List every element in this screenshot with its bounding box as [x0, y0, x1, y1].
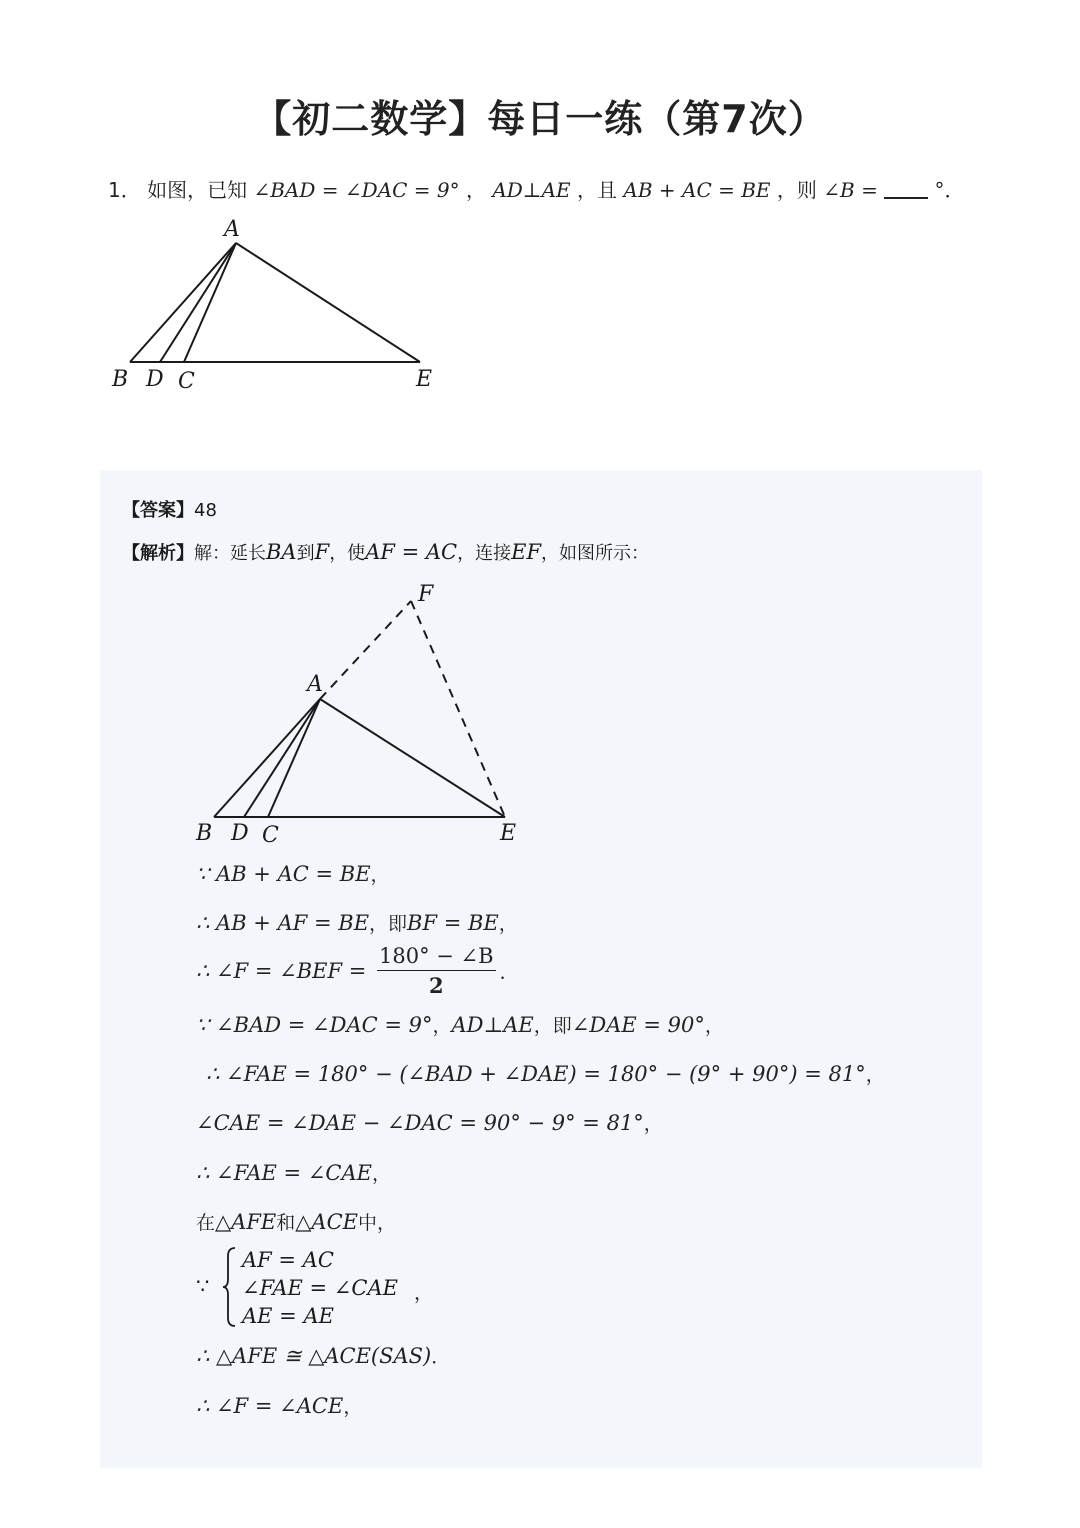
figure-2-construction [180, 574, 540, 854]
point-label-b: B [196, 821, 213, 846]
point-label-d: D [146, 367, 164, 392]
analysis-line: 【解析】解：延长BA到F，使AF = AC，连接EF，如图所示： [122, 540, 650, 564]
point-label-d: D [231, 821, 249, 846]
answer-value: 48 [194, 500, 217, 521]
segment-ad [244, 699, 320, 817]
step-7: ∴ ∠FAE = ∠CAE， [196, 1161, 391, 1185]
question-text: 如图，已知 [147, 178, 248, 202]
fraction-numerator: 180° − ∠B [377, 944, 496, 971]
condition-side-1: AF = AC [242, 1248, 334, 1272]
page-title: 【初二数学】每日一练（第7次） [253, 97, 827, 141]
because-symbol: ∵ [196, 1274, 210, 1298]
answer-blank [884, 179, 928, 199]
segment-ae [320, 699, 505, 817]
segment-ac [184, 243, 236, 362]
question-ask: ∠B = [823, 178, 885, 202]
step-4: ∵ ∠BAD = ∠DAC = 9°，AD⊥AE，即∠DAE = 90°， [196, 1013, 724, 1037]
answer-label: 【答案】 [122, 500, 194, 521]
question-number: 1． [108, 178, 141, 202]
step-6: ∠CAE = ∠DAE − ∠DAC = 90° − 9° = 81°， [196, 1111, 663, 1135]
analysis-label: 【解析】 [122, 543, 194, 564]
condition-angle: ∠FAE = ∠CAE [242, 1276, 398, 1300]
point-label-e: E [416, 367, 433, 392]
fraction-denominator: 2 [429, 973, 444, 998]
point-label-a: A [307, 672, 323, 697]
segment-ac [268, 699, 320, 817]
point-label-c: C [262, 823, 279, 848]
step-5: ∴ ∠FAE = 180° − (∠BAD + ∠DAE) = 180° − (9° + 90°) = 81°， [206, 1062, 885, 1086]
fraction [377, 944, 496, 998]
segment-ab [214, 699, 320, 817]
step-1: ∵ AB + AC = BE， [196, 862, 390, 886]
point-label-e: E [500, 821, 517, 846]
step-10: ∴ ∠F = ∠ACE， [196, 1394, 363, 1418]
question-condition-perpendicular: AD⊥AE [492, 178, 571, 202]
question-condition-sum: AB + AC = BE [623, 178, 771, 202]
segment-ad [160, 243, 236, 362]
step-9: ∴ △AFE ≅ △ACE(SAS)． [196, 1344, 451, 1368]
step-8: 在△AFE和△ACE中， [196, 1210, 396, 1234]
segment-af-dashed [320, 601, 411, 699]
condition-side-2: AE = AE [242, 1304, 334, 1328]
figure-1-triangle [100, 212, 460, 402]
segment-ae [236, 243, 420, 362]
segment-ab [130, 243, 236, 362]
brace-tail: ， [414, 1282, 434, 1304]
left-brace [222, 1246, 238, 1328]
brace-items [242, 1246, 398, 1330]
point-label-f: F [418, 582, 434, 607]
step-2: ∴ AB + AF = BE，即BF = BE， [196, 911, 518, 935]
segment-fe-dashed [411, 601, 505, 817]
point-label-a: A [224, 217, 240, 242]
step-3: ∴ ∠F = ∠BEF = $\frac{180^\circ - \angle B}{2}$ ． [196, 944, 519, 998]
question-1: 1． 如图，已知 ∠BAD = ∠DAC = 9° ， AD⊥AE ，且 AB + AC = BE ，则 ∠B = °． [108, 178, 965, 202]
point-label-c: C [178, 369, 195, 394]
answer-line [122, 496, 217, 522]
question-condition-angles: ∠BAD = ∠DAC = 9° [253, 178, 460, 202]
point-label-b: B [112, 367, 129, 392]
